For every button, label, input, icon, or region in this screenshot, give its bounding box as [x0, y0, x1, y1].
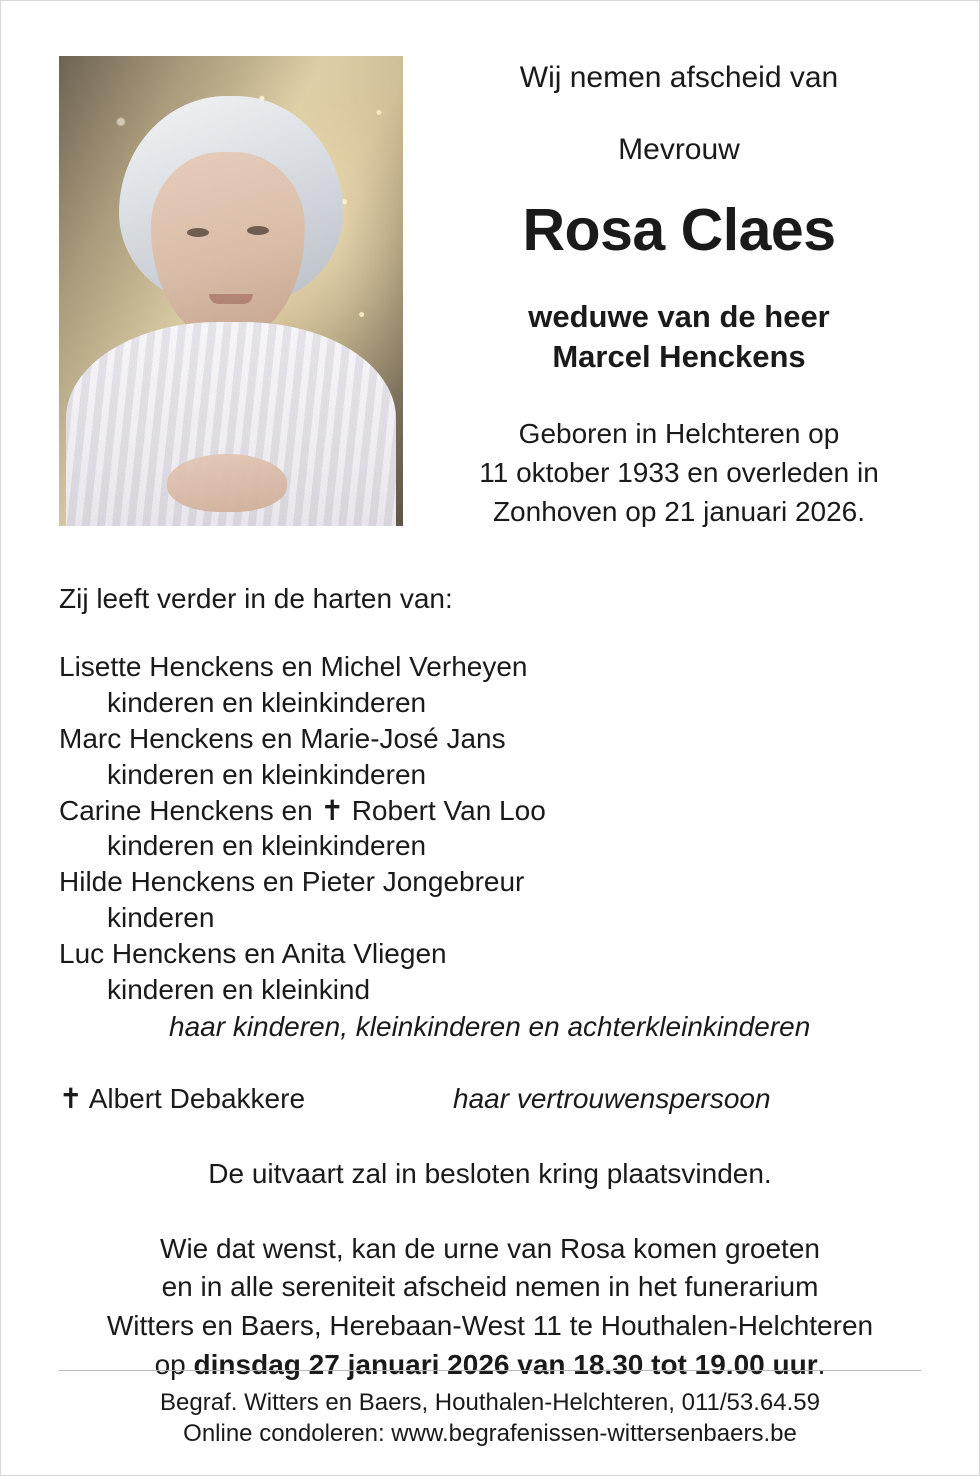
footer: [59, 1370, 921, 1449]
family-section: [59, 581, 921, 1117]
heading-block: [403, 56, 921, 531]
visitation-line-2: en in alle sereniteit afscheid nemen in het funerarium: [161, 1271, 819, 1303]
family-person: Marc Henckens en Marie-José Jans: [59, 722, 506, 754]
list-item: [59, 864, 921, 936]
trusted-person-role: haar vertrouwenspersoon: [453, 1083, 771, 1115]
spouse-prefix: weduwe van de heer: [528, 298, 830, 334]
portrait-mouth: [209, 294, 253, 304]
birth-death-line-2: 11 oktober 1933 en overleden in: [479, 457, 879, 489]
visitation-time-suffix: .: [817, 1348, 826, 1380]
deceased-name: Rosa Claes: [522, 197, 836, 263]
family-relation: kinderen en kleinkinderen: [107, 830, 427, 862]
ceremony-section: [59, 1155, 921, 1384]
top-section: [59, 56, 921, 531]
private-funeral-note: De uitvaart zal in besloten kring plaatsvinden.: [208, 1158, 772, 1190]
funeral-home-contact: Begraf. Witters en Baers, Houthalen-Helchteren, 011/53.64.59: [160, 1388, 820, 1416]
visitation-line-3: Witters en Baers, Herebaan-West 11 te Houthalen-Helchteren: [106, 1310, 874, 1341]
visitation-info: [59, 1230, 921, 1385]
birth-death-info: [437, 415, 921, 531]
list-item: [59, 936, 921, 1008]
spouse-name: Marcel Henckens: [552, 339, 806, 375]
family-list: [59, 649, 921, 1007]
honorific-title: Mevrouw: [618, 133, 740, 166]
family-relation: kinderen: [107, 901, 215, 933]
family-person: Lisette Henckens en Michel Verheyen: [59, 651, 528, 683]
visitation-time-prefix: op: [154, 1348, 194, 1380]
family-person: Luc Henckens en Anita Vliegen: [59, 937, 447, 969]
list-item: [59, 793, 921, 865]
family-person: Hilde Henckens en Pieter Jongebreur: [59, 866, 525, 898]
family-person: Carine Henckens en ✝ Robert Van Loo: [59, 794, 546, 826]
portrait-hands: [167, 454, 287, 512]
farewell-line: Wij nemen afscheid van: [519, 61, 839, 94]
family-note: haar kinderen, kleinkinderen en achterkleinkinderen: [169, 1011, 811, 1043]
family-relation: kinderen en kleinkinderen: [107, 758, 427, 790]
birth-death-line-3: Zonhoven op 21 januari 2026.: [492, 495, 866, 527]
trusted-person-row: [59, 1081, 921, 1117]
family-relation: kinderen en kleinkind: [107, 973, 371, 1005]
visitation-line-1: Wie dat wenst, kan de urne van Rosa komen groeten: [160, 1232, 820, 1264]
online-condolence-link[interactable]: Online condoleren: www.begrafenissen-wittersenbaers.be: [183, 1419, 797, 1447]
family-relation: kinderen en kleinkinderen: [107, 687, 427, 719]
trusted-person-name: ✝ Albert Debakkere: [59, 1083, 306, 1115]
card-inner: [1, 1, 979, 1475]
portrait-eye-left: [187, 228, 209, 237]
spouse-info: [437, 297, 921, 378]
family-intro: Zij leeft verder in de harten van:: [59, 583, 453, 615]
portrait-photo: [59, 56, 403, 526]
portrait-face: [151, 152, 305, 338]
visitation-datetime: dinsdag 27 januari 2026 van 18.30 tot 19.00 uur: [193, 1348, 818, 1380]
list-item: [59, 721, 921, 793]
list-item: [59, 649, 921, 721]
portrait-eye-right: [247, 226, 269, 235]
birth-death-line-1: Geboren in Helchteren op: [518, 418, 840, 450]
